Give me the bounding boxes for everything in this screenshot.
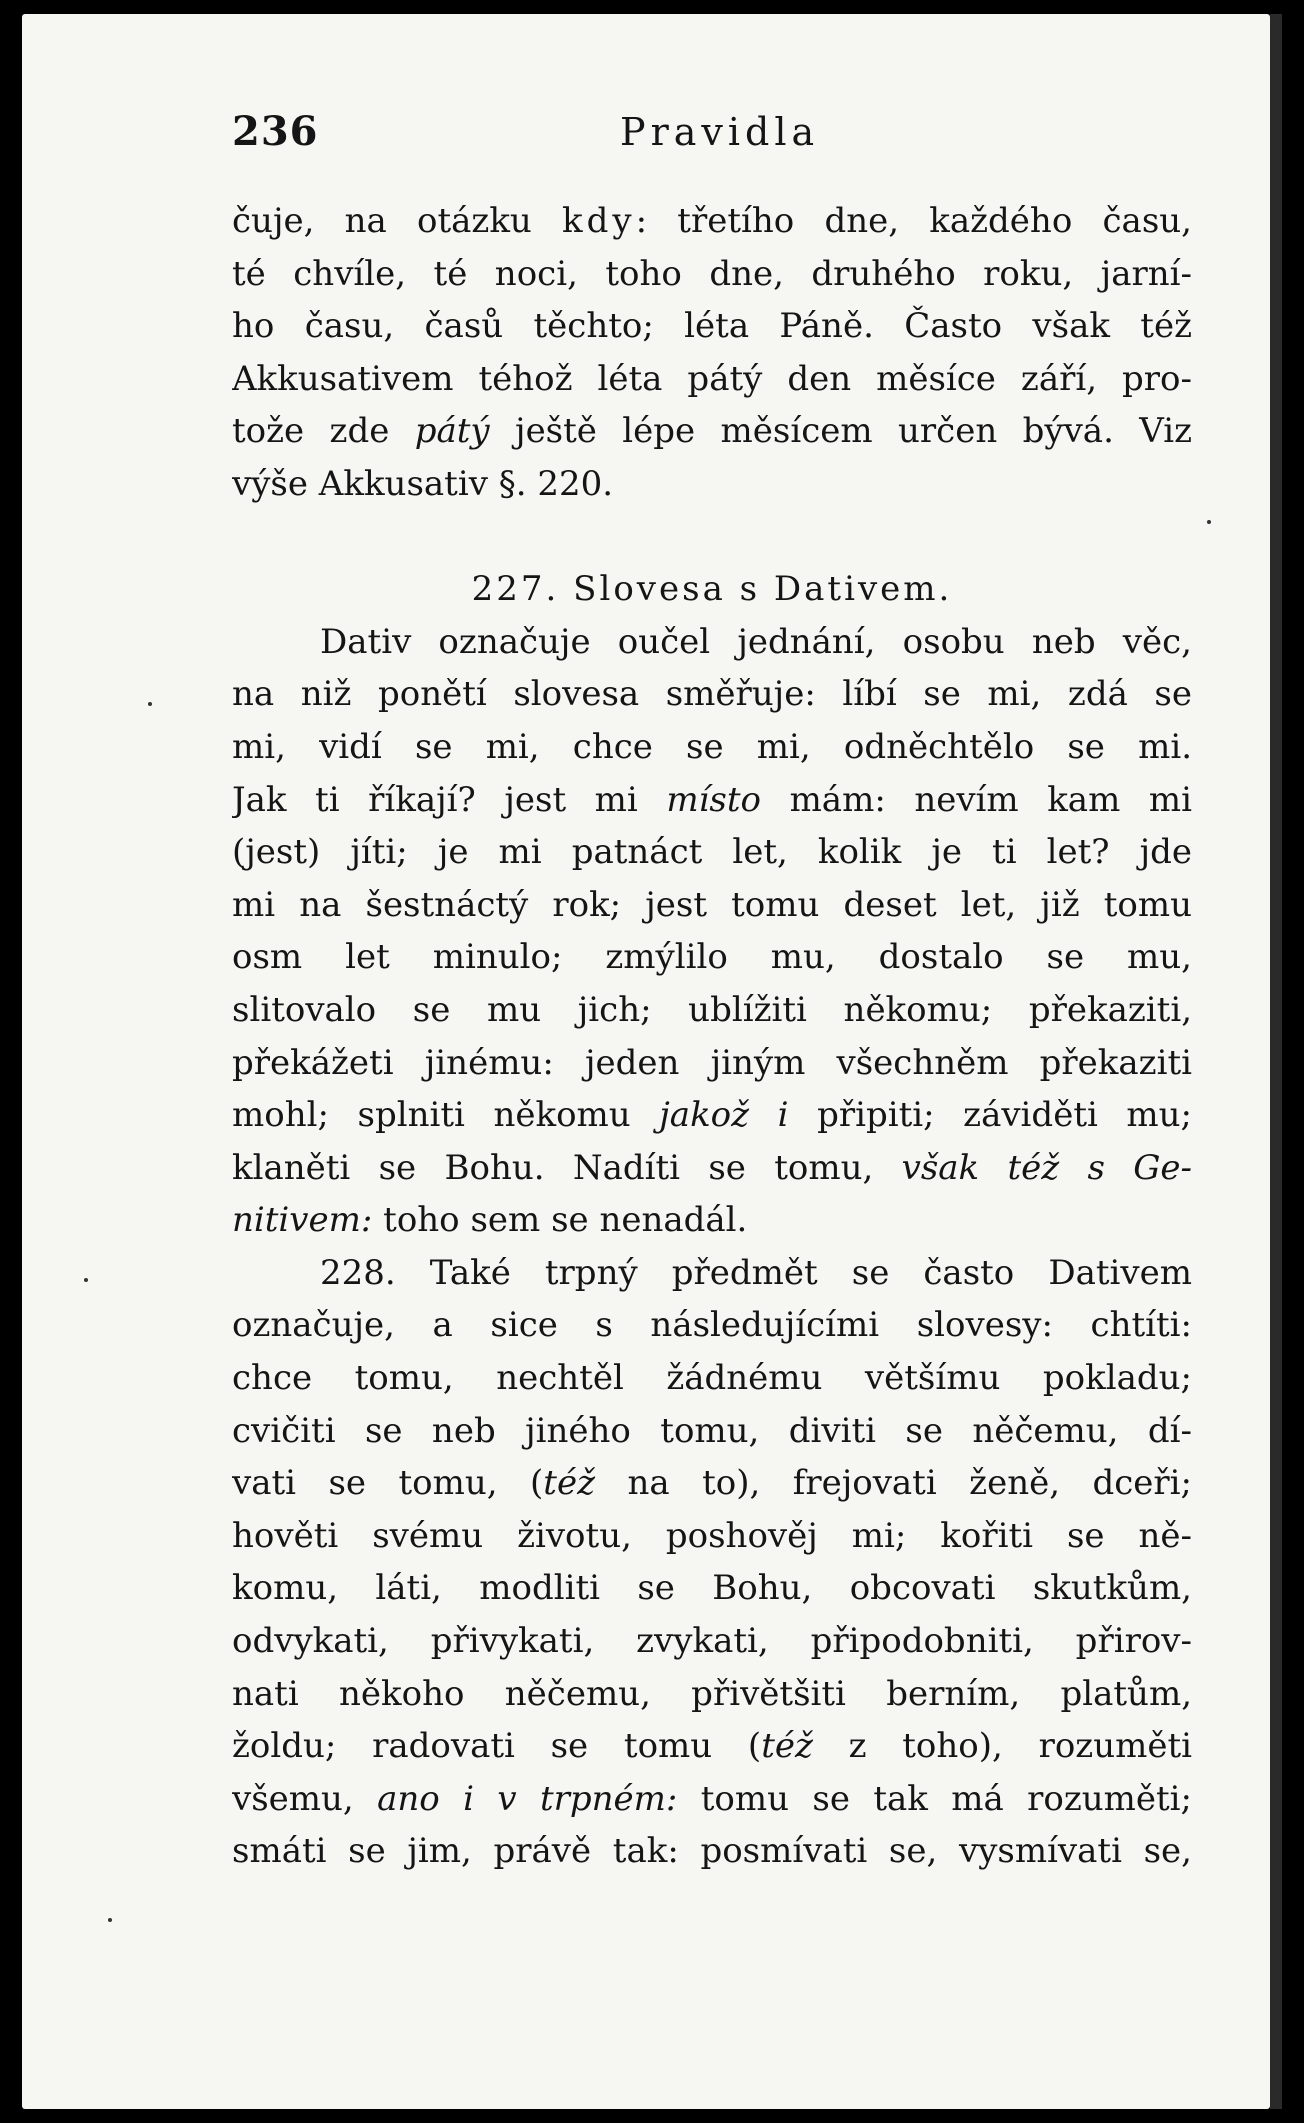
page-header <box>232 108 1232 156</box>
page-edge-shadow <box>1270 14 1282 2109</box>
text-line: smáti se jim, právě tak: posmívati se, vysmívati se, <box>232 1831 1192 1872</box>
text-line: cvičiti se neb jiného tomu, diviti se něčemu, dí- <box>232 1410 1192 1451</box>
ink-speck <box>84 1278 88 1282</box>
text-line: označuje, a sice s následujícími slovesy: chtíti: <box>232 1305 1192 1346</box>
text-line: odvykati, přivykati, zvykati, připodobniti, přirov- <box>232 1621 1192 1662</box>
text-line: mohl; splniti někomu jakož i připiti; záviděti mu; <box>232 1095 1192 1136</box>
text-line: Dativ označuje oučel jednání, osobu neb věc, <box>320 621 1192 662</box>
text-line: Akkusativem téhož léta pátý den měsíce září, pro- <box>232 358 1192 399</box>
text-line: nitivem: toho sem se nenadál. <box>232 1200 748 1241</box>
text-line: mi na šestnáctý rok; jest tomu deset let, již tomu <box>232 884 1192 925</box>
text-line: čuje, na otázku kdy: třetího dne, každého času, <box>232 201 1192 241</box>
text-line: komu, láti, modliti se Bohu, obcovati skutkům, <box>232 1568 1192 1609</box>
text-line: (jest) jíti; je mi patnáct let, kolik je ti let? jde <box>232 832 1192 873</box>
text-line: tože zde pátý ještě lépe měsícem určen bývá. Viz <box>232 411 1192 452</box>
text-line: na niž ponětí slovesa směřuje: líbí se mi, zdá se <box>232 674 1192 715</box>
text-line: hověti svému životu, poshověj mi; kořiti se ně- <box>232 1515 1192 1556</box>
text-line: 228. Také trpný předmět se často Dativem <box>320 1252 1192 1293</box>
text-line: osm let minulo; zmýlilo mu, dostalo se mu, <box>232 937 1192 978</box>
text-line: chce tomu, nechtěl žádnému většímu pokladu; <box>232 1358 1192 1399</box>
text-line: slitovalo se mu jich; ublížiti někomu; překaziti, <box>232 989 1192 1030</box>
text-line: ho času, časů těchto; léta Páně. Často však též <box>232 306 1192 347</box>
ink-speck <box>108 1918 112 1922</box>
text-line: nati někoho něčemu, přivětšiti berním, platům, <box>232 1673 1192 1714</box>
text-line: klaněti se Bohu. Nadíti se tomu, však též s Ge- <box>232 1147 1192 1188</box>
text-line: mi, vidí se mi, chce se mi, odněchtělo se mi. <box>232 726 1192 767</box>
text-line: Jak ti říkají? jest mi místo mám: nevím kam mi <box>232 779 1192 820</box>
running-head: Pravidla <box>620 110 820 154</box>
section-gap <box>232 511 1192 564</box>
ink-speck <box>148 702 152 706</box>
page-number: 236 <box>232 108 319 155</box>
text-line: vati se tomu, (též na to), frejovati ženě, dceři; <box>232 1463 1192 1504</box>
body-text <box>232 195 1192 1878</box>
text-line: té chvíle, té noci, toho dne, druhého roku, jarní- <box>232 253 1192 294</box>
text-line: žoldu; radovati se tomu (též z toho), rozuměti <box>232 1726 1192 1767</box>
ink-speck <box>1207 520 1211 524</box>
text-line: překážeti jinému: jeden jiným všechněm překaziti <box>232 1042 1192 1083</box>
text-line: výše Akkusativ §. 220. <box>232 463 614 504</box>
section-heading: 227. Slovesa s Dativem. <box>471 569 953 610</box>
text-line: všemu, ano i v trpném: tomu se tak má rozuměti; <box>232 1778 1192 1819</box>
